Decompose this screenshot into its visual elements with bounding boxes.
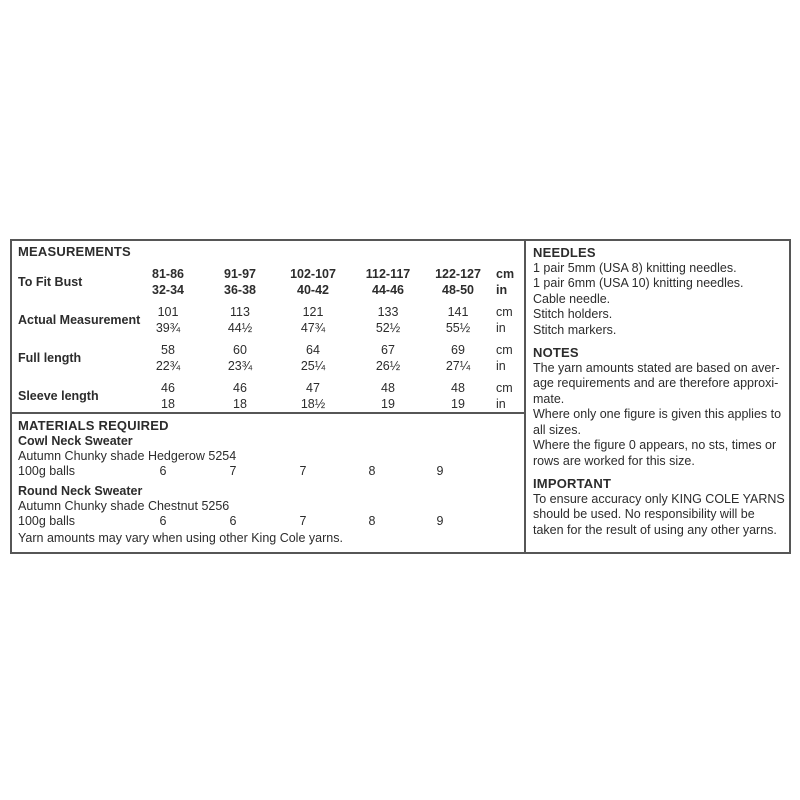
size-cm: 102-107	[290, 267, 336, 281]
size-cell	[204, 266, 276, 298]
value-cm: 48	[451, 381, 465, 395]
right-column	[526, 241, 791, 552]
measurements-section	[12, 241, 524, 414]
value-cell	[204, 380, 276, 412]
value-cm: 48	[381, 381, 395, 395]
value-cm: 47	[306, 381, 320, 395]
size-in: 48-50	[442, 283, 474, 297]
size-cm: 91-97	[224, 267, 256, 281]
spacer	[533, 338, 785, 345]
balls-count: 8	[368, 464, 376, 478]
value-in: 25¼	[300, 359, 326, 373]
value-in: 18½	[300, 397, 326, 411]
value-cell	[350, 342, 426, 374]
value-cell	[426, 304, 490, 336]
value-cm: 141	[447, 305, 469, 319]
value-in: 26½	[375, 359, 401, 373]
value-in: 22¾	[155, 359, 181, 373]
measurement-row-actual	[18, 304, 524, 336]
unit-in-label: in	[496, 321, 506, 335]
spacer	[533, 469, 785, 476]
balls-count: 7	[229, 464, 237, 478]
unit-cm-label: cm	[496, 305, 513, 319]
unit-cell	[490, 266, 524, 298]
notes-title: NOTES	[533, 345, 579, 360]
value-cm: 60	[233, 343, 247, 357]
row-label: To Fit Bust	[18, 275, 83, 289]
value-cm: 46	[161, 381, 175, 395]
value-in: 18	[161, 397, 175, 411]
notes-line: age requirements and are therefore approxi-	[533, 376, 779, 390]
size-cell	[350, 266, 426, 298]
materials-section	[12, 414, 524, 552]
measurements-title: MEASUREMENTS	[18, 244, 131, 259]
value-in: 39¾	[155, 321, 181, 335]
value-cm: 58	[161, 343, 175, 357]
unit-cell	[490, 380, 524, 412]
unit-in-label: in	[496, 359, 506, 373]
value-in: 47¾	[300, 321, 326, 335]
value-cell	[276, 342, 350, 374]
row-label: Full length	[18, 351, 82, 365]
balls-count: 9	[436, 514, 444, 528]
important-line: To ensure accuracy only KING COLE YARNS	[533, 491, 785, 506]
value-in: 18	[233, 397, 247, 411]
unit-in-label: in	[496, 283, 508, 297]
value-cm: 133	[377, 305, 399, 319]
important-title: IMPORTANT	[533, 476, 612, 491]
measurement-row-sleeve-length	[18, 380, 524, 412]
notes-line: The yarn amounts stated are based on aver-	[533, 360, 780, 375]
balls-count: 6	[229, 514, 237, 528]
needles-line: 1 pair 6mm (USA 10) knitting needles.	[533, 276, 744, 290]
notes-line: all sizes.	[533, 422, 581, 437]
value-cm: 67	[381, 343, 395, 357]
needles-line: 1 pair 5mm (USA 8) knitting needles.	[533, 260, 737, 275]
value-cell	[276, 380, 350, 412]
value-cell	[132, 342, 204, 374]
value-cell	[350, 380, 426, 412]
needles-section	[533, 245, 785, 338]
value-cm: 69	[451, 343, 465, 357]
needles-line: Cable needle.	[533, 291, 611, 306]
size-in: 44-46	[372, 283, 404, 297]
needles-title: NEEDLES	[533, 245, 596, 260]
balls-count: 7	[299, 514, 307, 528]
value-cm: 64	[306, 343, 320, 357]
needles-line: Stitch markers.	[533, 322, 617, 337]
value-cell	[132, 304, 204, 336]
balls-row	[18, 464, 524, 479]
measurement-row-to-fit-bust	[18, 266, 524, 298]
unit-cm-label: cm	[496, 381, 513, 395]
value-cm: 101	[157, 305, 179, 319]
balls-count: 6	[159, 514, 167, 528]
value-in: 27¼	[445, 359, 471, 373]
value-cell	[204, 304, 276, 336]
size-cell	[132, 266, 204, 298]
important-section	[533, 476, 785, 538]
balls-count: 9	[436, 464, 444, 478]
yarn-variance-note: Yarn amounts may vary when using other King Cole yarns.	[18, 531, 343, 545]
value-cm: 113	[230, 305, 250, 319]
size-in: 40-42	[297, 283, 329, 297]
size-in: 36-38	[224, 283, 256, 297]
value-in: 55½	[445, 321, 471, 335]
value-in: 19	[381, 397, 395, 411]
notes-line: mate.	[533, 391, 565, 406]
balls-count: 8	[368, 514, 376, 528]
left-column	[12, 241, 526, 552]
row-label: Actual Measurement	[18, 313, 141, 327]
garment-name: Round Neck Sweater	[18, 484, 143, 498]
yarn-shade: Autumn Chunky shade Hedgerow 5254	[18, 449, 237, 463]
important-line: should be used. No responsibility will be	[533, 507, 755, 521]
value-cell	[426, 342, 490, 374]
value-in: 23¾	[227, 359, 253, 373]
notes-line: Where only one figure is given this applies to	[533, 407, 782, 421]
unit-cell	[490, 304, 524, 336]
pattern-info-panel	[10, 239, 791, 554]
value-cell	[350, 304, 426, 336]
notes-section	[533, 345, 785, 469]
value-cell	[132, 380, 204, 412]
important-line: taken for the result of using any other yarns.	[533, 522, 777, 537]
balls-label: 100g balls	[18, 464, 75, 478]
value-cm: 46	[233, 381, 247, 395]
unit-cm-label: cm	[496, 343, 513, 357]
size-cell	[276, 266, 350, 298]
notes-line: Where the figure 0 appears, no sts, times or	[533, 438, 777, 452]
value-cell	[204, 342, 276, 374]
materials-title: MATERIALS REQUIRED	[18, 418, 169, 433]
value-in: 44½	[227, 321, 253, 335]
needles-line: Stitch holders.	[533, 307, 613, 321]
balls-count: 7	[299, 464, 307, 478]
measurement-row-full-length	[18, 342, 524, 374]
balls-count: 6	[159, 464, 167, 478]
size-in: 32-34	[152, 283, 184, 297]
unit-cell	[490, 342, 524, 374]
size-cm: 122-127	[435, 267, 481, 281]
value-cell	[426, 380, 490, 412]
material-item-round-neck	[18, 484, 524, 529]
value-in: 19	[451, 397, 465, 411]
balls-label: 100g balls	[18, 514, 75, 528]
size-cell	[426, 266, 490, 298]
yarn-shade: Autumn Chunky shade Chestnut 5256	[18, 499, 230, 513]
value-cm: 121	[302, 305, 324, 319]
size-cm: 81-86	[152, 267, 184, 281]
size-cm: 112-117	[365, 267, 411, 281]
garment-name: Cowl Neck Sweater	[18, 434, 133, 448]
balls-row	[18, 514, 524, 529]
row-label: Sleeve length	[18, 389, 99, 403]
unit-cm-label: cm	[496, 267, 515, 281]
value-cell	[276, 304, 350, 336]
material-item-cowl-neck	[18, 434, 524, 479]
unit-in-label: in	[496, 397, 506, 411]
notes-line: rows are worked for this size.	[533, 453, 695, 468]
value-in: 52½	[375, 321, 401, 335]
